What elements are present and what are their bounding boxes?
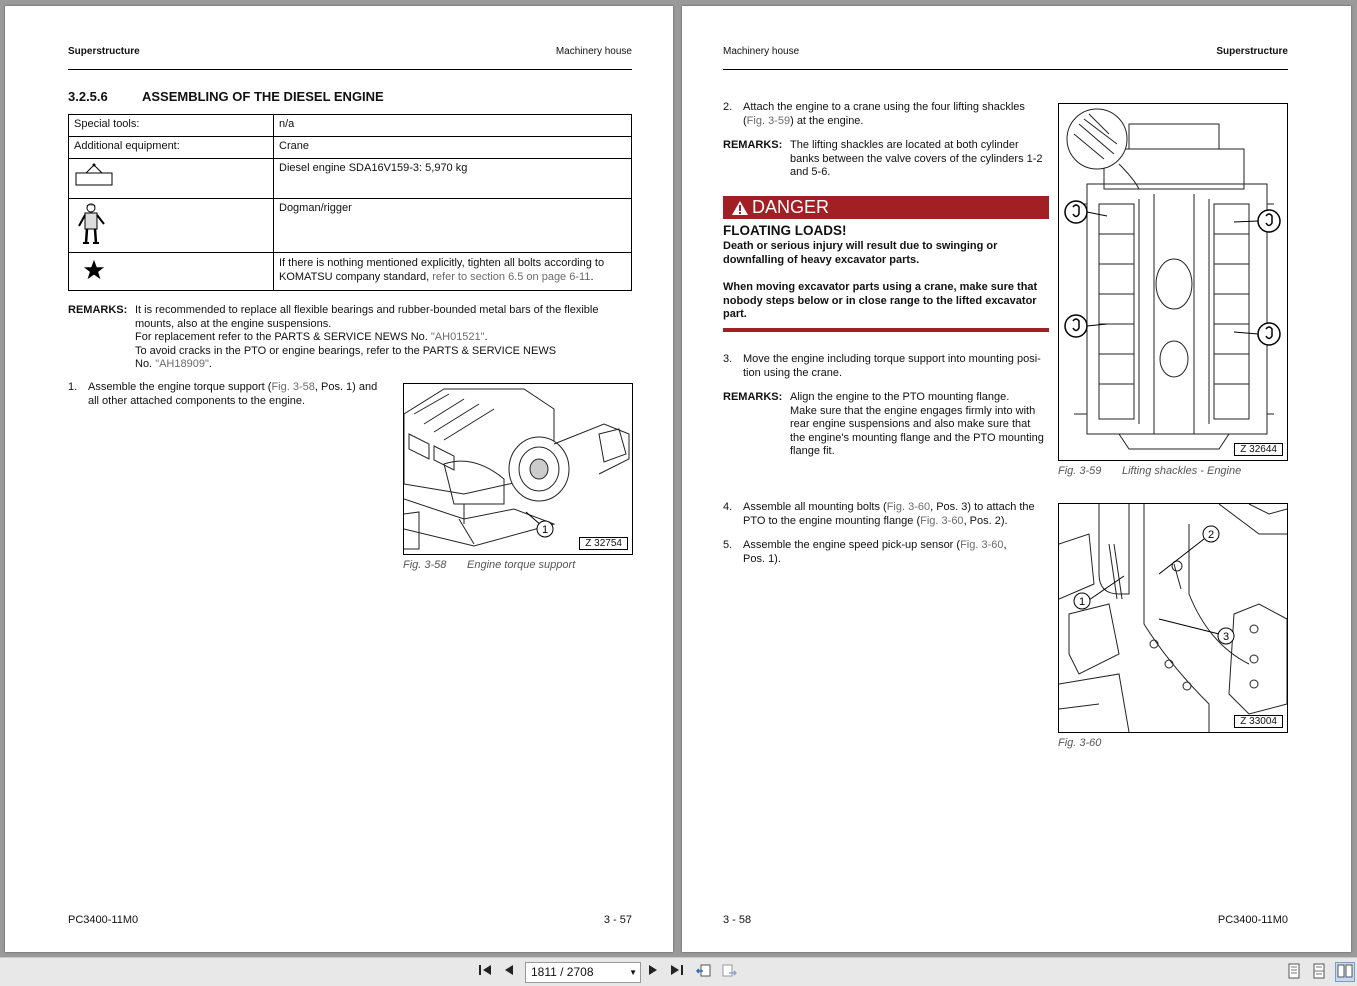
- continuous-view-icon[interactable]: [1310, 963, 1328, 981]
- remarks-line: rear engine suspensions and also make sure that: [790, 418, 1031, 430]
- remarks-label: REMARKS:: [68, 304, 128, 316]
- figure-engine-torque-support: [403, 383, 633, 555]
- step-line: [88, 381, 393, 395]
- remarks-line: [135, 331, 625, 345]
- danger-line: When moving excavator parts using a crane, make sure that: [723, 281, 1038, 293]
- remarks-line: Align the engine to the PTO mounting flange.: [790, 391, 1010, 403]
- step-text-part: ) at the engine.: [790, 114, 864, 127]
- header-rule: [68, 69, 632, 70]
- danger-subtitle: FLOATING LOADS!: [723, 223, 847, 238]
- header-right: Superstructure: [1216, 46, 1288, 57]
- header-left: Machinery house: [723, 46, 800, 57]
- step-text-part: (: [743, 114, 747, 127]
- step-number: 2.: [723, 101, 733, 113]
- lifting-shackles-drawing: [1059, 104, 1287, 460]
- additional-equipment-value: Crane: [274, 137, 632, 159]
- additional-equipment-label: Additional equipment:: [69, 137, 274, 159]
- shackle-callouts: [1065, 201, 1280, 345]
- danger-line: nobody steps below or in close range to the lifted excavator: [723, 294, 1037, 307]
- torque-note-link[interactable]: refer to section 6.5 on page 6-11: [432, 271, 591, 283]
- danger-spacer: [723, 267, 1053, 281]
- remarks-label: REMARKS:: [723, 391, 783, 403]
- figure-title: Lifting shackles - Engine: [1122, 465, 1242, 477]
- remarks-label: REMARKS:: [723, 139, 783, 151]
- fig60-callout-1: 1: [1078, 596, 1086, 608]
- header-right: Machinery house: [555, 46, 632, 57]
- danger-banner: [723, 196, 1049, 219]
- engine-torque-support-drawing: [404, 384, 632, 554]
- danger-line: part.: [723, 308, 747, 320]
- remarks-text-part: .: [484, 331, 488, 343]
- remarks-text: [790, 391, 1052, 459]
- danger-line: downfalling of heavy excavator parts.: [723, 253, 920, 266]
- special-tools-label: Special tools:: [69, 115, 274, 137]
- footer-left: PC3400-11M0: [68, 914, 139, 926]
- torque-note-suffix: .: [590, 271, 594, 283]
- remarks-line: flange fit.: [790, 445, 835, 457]
- remarks-text: [135, 304, 625, 372]
- fig-3-60-link[interactable]: Fig. 3-60: [960, 539, 1004, 551]
- figure-number: Fig. 3-60: [1058, 737, 1102, 749]
- remarks-line: To avoid cracks in the PTO or engine bearings, refer to the PARTS & SERVICE NEWS: [135, 344, 557, 357]
- remarks-line: the engine's mounting flange and the PTO mounting: [790, 431, 1044, 444]
- remarks-text-part: .: [208, 358, 212, 370]
- section-number: 3.2.5.6: [68, 89, 108, 104]
- remarks-line: mounts, also at the engine suspensions.: [135, 317, 332, 330]
- fig60-callout-2: 2: [1207, 529, 1215, 541]
- step-4-text: [743, 501, 1053, 528]
- torque-note: [274, 253, 632, 291]
- fig-3-60-link[interactable]: Fig. 3-60: [920, 514, 964, 527]
- step-line: all other attached components to the engine.: [88, 394, 306, 407]
- step-text-part: ,: [1003, 539, 1007, 551]
- page-dropdown-icon[interactable]: ▼: [629, 968, 637, 977]
- footer-right: PC3400-11M0: [1217, 914, 1288, 926]
- viewer-toolbar: [0, 957, 1357, 986]
- go-forward-icon[interactable]: [720, 963, 738, 981]
- step-text-part: , Pos. 1) and: [314, 381, 378, 393]
- remarks-text-part: For replacement refer to the PARTS & SERVICE NEWS No.: [135, 331, 431, 343]
- right-page: [682, 6, 1351, 952]
- section-title: ASSEMBLING OF THE DIESEL ENGINE: [142, 89, 384, 104]
- step-text-part: , Pos. 2).: [963, 514, 1008, 527]
- facing-pages-icon[interactable]: [1335, 962, 1355, 982]
- ps-news-link-ah18909[interactable]: "AH18909": [155, 358, 209, 370]
- fig-3-60-link[interactable]: Fig. 3-60: [886, 501, 931, 513]
- danger-title: DANGER: [752, 197, 830, 217]
- go-back-icon[interactable]: [695, 963, 713, 981]
- step-2-text: [743, 101, 1053, 128]
- rigger-icon: [74, 202, 108, 246]
- figure-code: Z 32754: [579, 537, 628, 550]
- figure-lifting-shackles: [1058, 103, 1288, 461]
- header-rule: [723, 69, 1288, 70]
- danger-text: [723, 240, 1053, 322]
- remarks-text: [790, 139, 1052, 180]
- page-number: 3 - 57: [603, 914, 632, 926]
- last-page-icon[interactable]: [668, 963, 686, 981]
- rigger-icon-cell: [69, 199, 274, 253]
- figure-title: Engine torque support: [467, 559, 576, 571]
- step-number: 5.: [723, 539, 733, 551]
- step-line: Move the engine including torque support into mounting posi-: [743, 353, 1041, 365]
- step-number: 3.: [723, 353, 733, 365]
- step-line: [743, 515, 1053, 529]
- mounting-bolts-drawing: [1059, 504, 1287, 732]
- step-text-part: Assemble all mounting bolts (: [743, 501, 887, 513]
- step-line: [743, 115, 1053, 129]
- star-icon: [83, 259, 105, 281]
- fig-3-58-link[interactable]: Fig. 3-58: [271, 381, 315, 393]
- remarks-line: [135, 358, 625, 372]
- step-line: [743, 539, 1053, 553]
- figure-code: Z 33004: [1234, 715, 1283, 728]
- warning-triangle-icon: [731, 200, 749, 216]
- weight-value: Diesel engine SDA16V159-3: 5,970 kg: [274, 159, 632, 199]
- first-page-icon[interactable]: [476, 963, 494, 981]
- step-line: Attach the engine to a crane using the four lifting shackles: [743, 101, 1025, 113]
- step-text-part: , Pos. 3) to attach the: [930, 501, 1035, 513]
- page-indicator: 1811 / 2708: [531, 965, 594, 979]
- remarks-text-part: No.: [135, 358, 156, 370]
- star-icon-cell: [69, 253, 274, 291]
- remarks-line: The lifting shackles are located at both cylinder: [790, 139, 1019, 151]
- remarks-line: It is recommended to replace all flexible bearings and rubber-bounded metal bars of the flexible: [135, 304, 599, 316]
- step-line: Pos. 1).: [743, 552, 781, 565]
- remarks-line: and 5-6.: [790, 166, 831, 178]
- step-line: [743, 501, 1053, 515]
- fig60-callout-3: 3: [1222, 631, 1230, 643]
- weight-icon-cell: [69, 159, 274, 199]
- next-page-icon[interactable]: [644, 963, 662, 981]
- step-5-text: [743, 539, 1053, 566]
- prev-page-icon[interactable]: [500, 963, 518, 981]
- figure-code: Z 32644: [1234, 443, 1283, 456]
- page-number-field[interactable]: [525, 962, 641, 983]
- step-1-text: [88, 381, 393, 408]
- step-number: 1.: [68, 381, 78, 393]
- remarks-line: banks between the valve covers of the cylinders 1-2: [790, 152, 1043, 165]
- ps-news-link-ah01521[interactable]: "AH01521": [430, 331, 485, 343]
- figure-number: Fig. 3-59: [1058, 465, 1102, 477]
- step-text-part: Assemble the engine torque support (: [88, 381, 272, 393]
- left-page: [5, 6, 673, 952]
- header-left: Superstructure: [68, 46, 140, 57]
- step-text-part: Assemble the engine speed pick-up sensor (: [743, 539, 961, 551]
- fig58-callout-1: 1: [541, 524, 549, 536]
- danger-bottom-rule: [723, 328, 1049, 332]
- fig-3-59-link[interactable]: Fig. 3-59: [746, 114, 791, 127]
- step-3-text: [743, 353, 1053, 380]
- figure-mounting-bolts: [1058, 503, 1288, 733]
- danger-line: Death or serious injury will result due to swinging or: [723, 240, 998, 252]
- torque-note-text: If there is nothing mentioned explicitly, tighten all bolts according to KOMATSU company standard,: [279, 257, 605, 283]
- step-text-part: PTO to the engine mounting flange (: [743, 514, 921, 527]
- remarks-line: Make sure that the engine engages firmly into with: [790, 404, 1036, 417]
- single-page-view-icon[interactable]: [1285, 963, 1303, 981]
- special-tools-value: n/a: [274, 115, 632, 137]
- tools-table: [68, 114, 632, 291]
- page-number: 3 - 58: [723, 914, 752, 926]
- figure-number: Fig. 3-58: [403, 559, 447, 571]
- weight-icon: [74, 162, 114, 188]
- personnel-value: Dogman/rigger: [274, 199, 632, 253]
- step-line: tion using the crane.: [743, 366, 843, 379]
- step-number: 4.: [723, 501, 733, 513]
